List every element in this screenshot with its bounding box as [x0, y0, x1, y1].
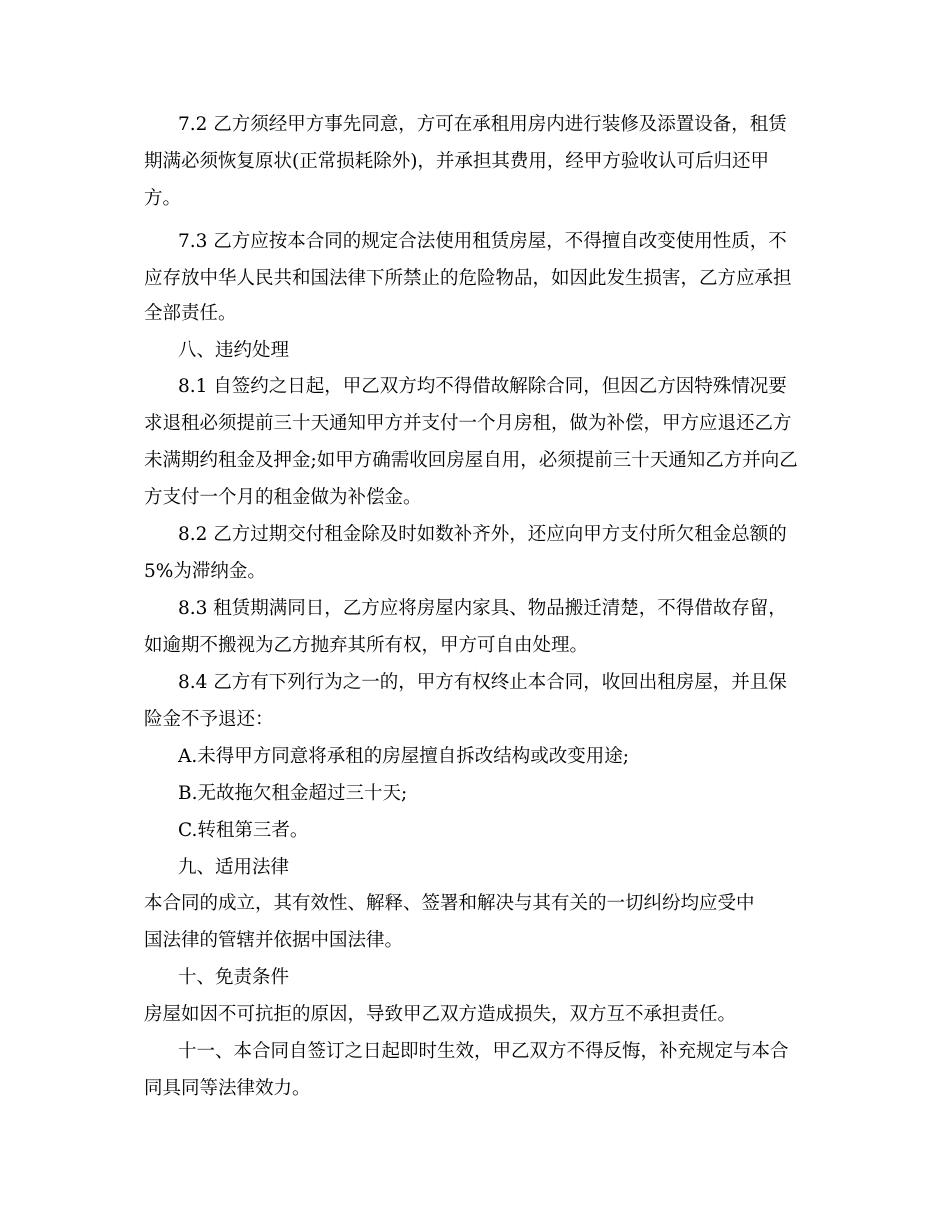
clause-8-4-line-2: 险金不予退还：: [144, 709, 274, 730]
section-8-heading: 八、违约处理: [178, 340, 290, 361]
clause-8-1-line-1: 8.1 自签约之日起，甲乙双方均不得借故解除合同，但因乙方因特殊情况要: [178, 376, 787, 397]
item-a: A.未得甲方同意将承租的房屋擅自拆改结构或改变用途;: [178, 746, 629, 767]
clause-7-3-line-3: 全部责任。: [144, 303, 237, 324]
section-9-line-1: 本合同的成立，其有效性、解释、签署和解决与其有关的一切纠纷均应受中: [144, 893, 755, 914]
section-11-line-1: 十一、本合同自签订之日起即时生效，甲乙双方不得反悔，补充规定与本合: [178, 1041, 789, 1062]
clause-8-2-line-2: 5%为滞纳金。: [144, 561, 266, 582]
clause-8-3-line-2: 如逾期不搬视为乙方抛弃其所有权，甲方可自由处理。: [144, 635, 589, 656]
clause-7-2-line-1: 7.2 乙方须经甲方事先同意，方可在承租用房内进行装修及添置设备，租赁: [178, 114, 787, 135]
section-10-heading: 十、免责条件: [178, 967, 290, 988]
section-10-line-1: 房屋如因不可抗拒的原因，导致甲乙双方造成损失，双方互不承担责任。: [144, 1004, 737, 1025]
clause-8-1-line-2: 求退租必须提前三十天通知甲方并支付一个月房租，做为补偿，甲方应退还乙方: [144, 413, 792, 434]
clause-8-2-line-1: 8.2 乙方过期交付租金除及时如数补齐外，还应向甲方支付所欠租金总额的: [178, 524, 787, 545]
item-c: C.转租第三者。: [178, 820, 309, 841]
clause-8-1-line-4: 方支付一个月的租金做为补偿金。: [144, 487, 422, 508]
clause-8-1-line-3: 未满期约租金及押金;如甲方确需收回房屋自用，必须提前三十天通知乙方并向乙: [144, 450, 798, 471]
clause-7-3-line-2: 应存放中华人民共和国法律下所禁止的危险物品，如因此发生损害，乙方应承担: [144, 268, 792, 289]
section-9-line-2: 国法律的管辖并依据中国法律。: [144, 930, 404, 951]
item-b: B.无故拖欠租金超过三十天;: [178, 783, 408, 804]
clause-8-4-line-1: 8.4 乙方有下列行为之一的，甲方有权终止本合同，收回出租房屋，并且保: [178, 672, 787, 693]
section-11-line-2: 同具同等法律效力。: [144, 1078, 311, 1099]
clause-7-2-line-3: 方。: [144, 188, 182, 209]
clause-7-2-line-2: 期满必须恢复原状(正常损耗除外)，并承担其费用，经甲方验收认可后归还甲: [144, 151, 769, 172]
clause-8-3-line-1: 8.3 租赁期满同日，乙方应将房屋内家具、物品搬迁清楚，不得借故存留，: [178, 598, 787, 619]
section-9-heading: 九、适用法律: [178, 857, 290, 878]
clause-7-3-line-1: 7.3 乙方应按本合同的规定合法使用租赁房屋，不得擅自改变使用性质，不: [178, 231, 787, 252]
